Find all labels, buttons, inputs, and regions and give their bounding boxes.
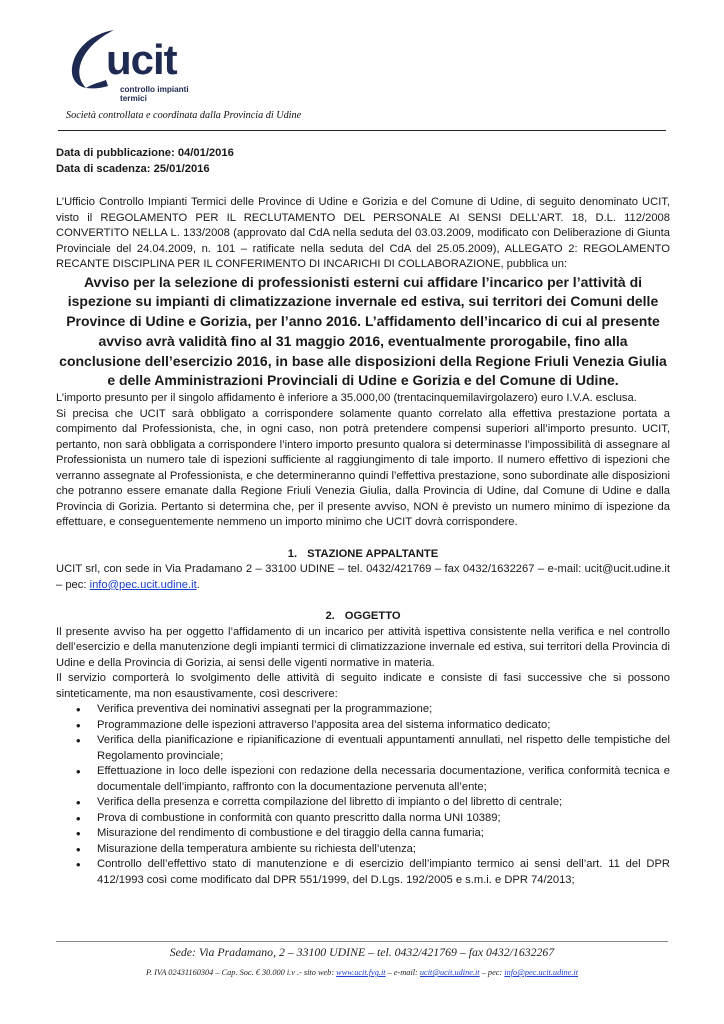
list-item: • Controllo dell’effettivo stato di manutenzione e di esercizio dell’impianto termico ai sensi dell’art. 11 del DPR 412/1993 così come modificato dal DPR 551/1999, del D.Lgs. 192/2005 e s.m.i. e DPR 74/2013; — [56, 857, 670, 888]
footer-divider — [56, 941, 668, 942]
expiry-date: Data di scadenza: 25/01/2016 — [56, 162, 210, 175]
legal-info: P. IVA 02431160304 – Cap. Soc. € 30.000 i.v .- sito web: — [145, 968, 337, 977]
section-2-heading — [56, 609, 670, 625]
section-1-heading — [56, 547, 670, 563]
header-divider — [58, 130, 666, 131]
section-2-text-1: Il presente avviso ha per oggetto l’affidamento di un incarico per attività ispettiva consistente nella verifica e nel controllo dell’esercizio e della manutenzione degli impianti termici di climatizzazione invernale ed estiva, sui territori della Provincia di Udine e della Provincia di Gorizia, ai sensi delle vigenti normative in materia. — [56, 625, 670, 669]
contact-details: UCIT srl, con sede in Via Pradamano 2 – 33100 UDINE – tel. 0432/421769 – fax 0432/1632267 – e-mail: ucit@ucit.udine.it – pec: — [56, 563, 670, 591]
list-item: • Verifica della pianificazione e ripianificazione di eventuali appuntamenti annullati, nel rispetto delle tempistiche del Regolamento provinciale; — [56, 733, 670, 764]
dates-block — [56, 146, 670, 177]
section-2-title: OGGETTO — [344, 610, 401, 623]
section-1-text — [56, 562, 670, 593]
list-item: • Programmazione delle ispezioni attraverso l’apposita area del sistema informatico dedicato; — [56, 718, 670, 734]
publication-date: Data di pubblicazione: 04/01/2016 — [56, 147, 234, 159]
footer-pec-link[interactable]: info@pec.ucit.udine.it — [504, 968, 579, 977]
section-2-number: 2. — [325, 610, 335, 623]
footer-legal — [0, 968, 724, 977]
amount-paragraph: L’importo presunto per il singolo affidamento è inferiore a 35.000,00 (trentacinquemilavirgolazero) euro I.V.A. esclusa. — [56, 392, 637, 405]
document-body — [56, 146, 670, 888]
email-label: – e-mail: — [385, 968, 420, 977]
list-item: • Effettuazione in loco delle ispezioni con redazione della necessaria documentazione, verifica conformità tecnica e documentale dell’impianto, raffronto con la documentazione pervenuta all’ente; — [56, 764, 670, 795]
list-item: • Misurazione del rendimento di combustione e del tiraggio della canna fumaria; — [56, 826, 670, 842]
footer-address: Sede: Via Pradamano, 2 – 33100 UDINE – tel. 0432/421769 – fax 0432/1632267 — [169, 945, 555, 959]
section-1-title: STAZIONE APPALTANTE — [307, 547, 439, 560]
pec-label: – pec: — [479, 968, 505, 977]
list-item: • Verifica preventiva dei nominativi assegnati per la programmazione; — [56, 702, 670, 718]
list-item: • Verifica della presenza e corretta compilazione del libretto di impianto o del libretto di centrale; — [56, 795, 670, 811]
obligation-paragraph: Si precisa che UCIT sarà obbligato a corrispondere solamente quanto correlato alla effettiva prestazione portata a compimento dal Professionista, che, in ogni caso, non potrà pretendere compensi superiori all’importo presunto. UCIT, pertanto, non sarà obbligata a corrispondere l’intero importo presunto qualora si determinasse l’impossibilità di assegnare al Professionista un numero tale di ispezioni sufficiente al raggiungimento di tale importo. Il numero effettivo di ispezioni che verranno assegnate al Professionista, e che determineranno quindi l’effettiva prestazione, sono subordinate alle disposizioni che potranno essere emanate dalla Regione Friuli Venezia Giulia, dalla Provincia di Udine, dal Comune di Udine e dalla Provincia di Gorizia. Pertanto si determina che, per il presente avviso, NON è previsto un numero minimo di ispezione da effettuare, e conseguentemente nemmeno un importo minimo che UCIT dovrà corrispondere. — [56, 407, 670, 529]
section-1-number: 1. — [287, 547, 298, 560]
intro-paragraph: L’Ufficio Controllo Impianti Termici delle Province di Udine e Gorizia e del Comune di Udine, di seguito denominato UCIT, visto il REGOLAMENTO PER IL RECLUTAMENTO DEL PERSONALE AI SENSI DELL’ART. 18, D.L. 112/2008 CONVERTITO NELLA L. 133/2008 (approvato dal CdA nella seduta del 03.03.2009, modificato con Deliberazione di Giunta Provinciale del 24.04.2009, n. 101 – ratificate nella seduta del CdA del 25.05.2009), ALLEGATO 2: REGOLAMENTO RECANTE DISCIPLINA PER IL CONFERIMENTO DI INCARICHI DI COLLABORAZIONE, pubblica un: — [56, 196, 670, 270]
section-2-text-2: Il servizio comporterà lo svolgimento delle attività di seguito indicate e consiste di fasi successive che si possono sinteticamente, ma non esaustivamente, così descrivere: — [56, 672, 670, 700]
logo-wordmark: ucit — [106, 36, 177, 83]
logo-subtext: controllo impianti termici — [120, 85, 189, 103]
notice-title: Avviso per la selezione di professionisti esterni cui affidare l’incarico per l’attività di ispezione su impianti di climatizzazione invernale ed estiva, sui territori dei Comuni delle Province di Udine e Gorizia, per l’anno 2016. L’affidamento dell’incarico di cui al presente avviso avrà validità fino al 31 maggio 2016, eventualmente prorogabile, fino alla conclusione dell’esercizio 2016, in base alle disposizioni della Regione Friuli Venezia Giulia e delle Amministrazioni Provinciali di Udine e Gorizia e del Comune di Udine. — [59, 273, 667, 389]
list-item: • Prova di combustione in conformità con quanto prescritto dalla norma UNI 10389; — [56, 811, 670, 827]
ucit-logo — [68, 28, 208, 106]
activities-list — [56, 702, 670, 888]
email-link[interactable]: ucit@ucit.udine.it — [419, 968, 480, 977]
period: . — [196, 578, 200, 591]
list-item: • Misurazione della temperatura ambiente su richiesta dell’utenza; — [56, 842, 670, 858]
website-link[interactable]: www.ucit.fvg.it — [336, 968, 386, 977]
pec-link[interactable]: info@pec.ucit.udine.it — [89, 578, 197, 591]
company-tagline: Società controllata e coordinata dalla Provincia di Udine — [66, 110, 302, 121]
